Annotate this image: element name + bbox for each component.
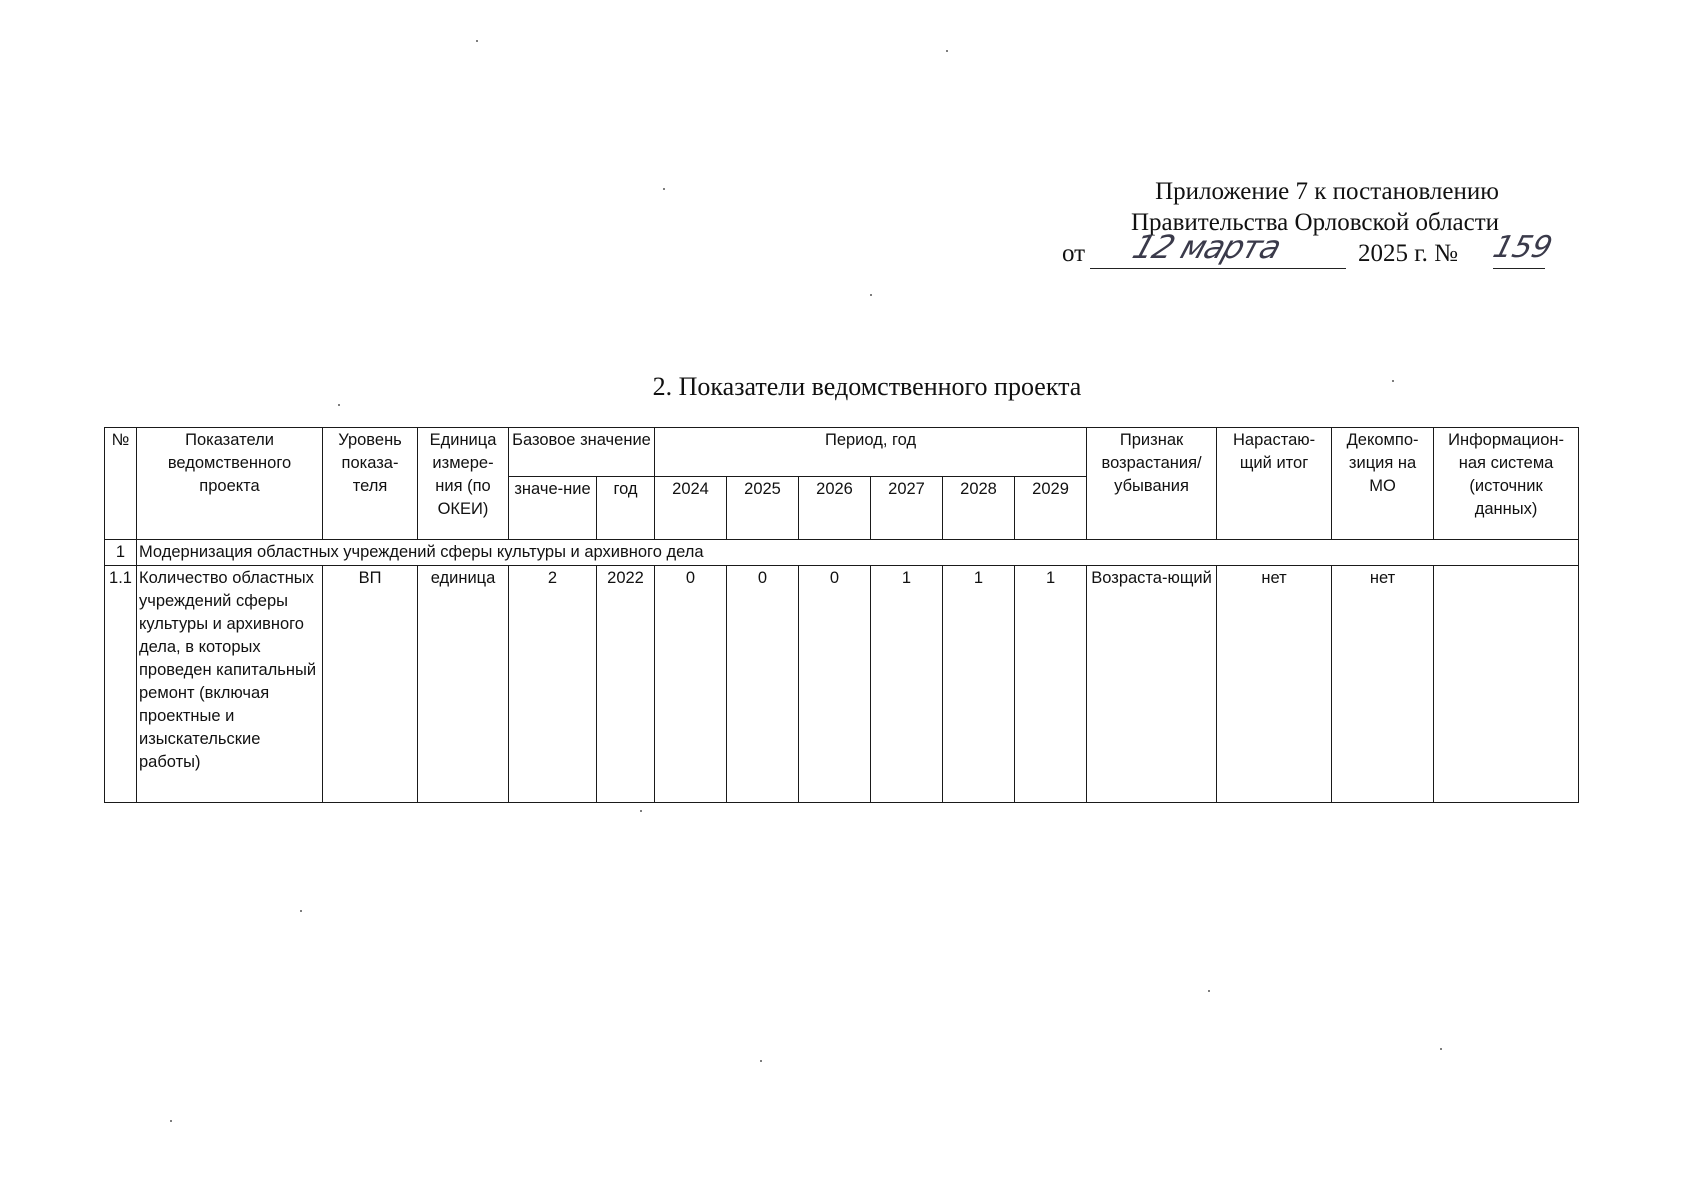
header-line-2: Правительства Орловской области bbox=[1130, 209, 1500, 236]
row-decomposition: нет bbox=[1332, 566, 1434, 803]
table-row bbox=[105, 566, 1579, 803]
scan-speck bbox=[760, 1060, 762, 1062]
header-date-line bbox=[1062, 228, 1560, 272]
scan-speck bbox=[170, 1120, 172, 1122]
row-num: 1.1 bbox=[105, 566, 137, 803]
document-header bbox=[1062, 176, 1560, 272]
col-header-cumulative: Нарастаю-щий итог bbox=[1217, 428, 1332, 540]
row-sign: Возраста-ющий bbox=[1087, 566, 1217, 803]
col-header-base: Базовое значение bbox=[509, 428, 655, 477]
col-header-year: 2027 bbox=[871, 477, 943, 540]
row-year-value: 0 bbox=[727, 566, 799, 803]
col-header-decomposition: Декомпо-зиция на МО bbox=[1332, 428, 1434, 540]
col-header-sign: Признак возрастания/ убывания bbox=[1087, 428, 1217, 540]
col-header-base-value: значе-ние bbox=[509, 477, 597, 540]
row-year-value: 1 bbox=[871, 566, 943, 803]
row-base-year: 2022 bbox=[597, 566, 655, 803]
date-underline bbox=[1090, 268, 1346, 269]
scan-speck bbox=[640, 810, 642, 812]
indicators-table bbox=[104, 427, 1579, 803]
section-num: 1 bbox=[105, 540, 137, 566]
scan-speck bbox=[476, 40, 478, 42]
scan-speck bbox=[338, 404, 340, 406]
row-cumulative: нет bbox=[1217, 566, 1332, 803]
col-header-base-year: год bbox=[597, 477, 655, 540]
row-indicator: Количество областных учреждений сферы культуры и архивного дела, в которых проведен капитальный ремонт (включая проектные и изыскательские работы) bbox=[137, 566, 323, 803]
col-header-year: 2028 bbox=[943, 477, 1015, 540]
scan-speck bbox=[1392, 380, 1394, 382]
scan-speck bbox=[1208, 990, 1210, 992]
scan-speck bbox=[946, 50, 948, 52]
col-header-year: 2024 bbox=[655, 477, 727, 540]
scan-speck bbox=[1440, 1048, 1442, 1050]
row-base-value: 2 bbox=[509, 566, 597, 803]
section-title: 2. Показатели ведомственного проекта bbox=[652, 372, 1082, 401]
col-header-indicators: Показатели ведомственного проекта bbox=[137, 428, 323, 540]
row-year-value: 0 bbox=[655, 566, 727, 803]
row-year-value: 0 bbox=[799, 566, 871, 803]
col-header-period: Период, год bbox=[655, 428, 1087, 477]
col-header-num: № bbox=[105, 428, 137, 540]
row-level: ВП bbox=[323, 566, 418, 803]
col-header-level: Уровень показа-теля bbox=[323, 428, 418, 540]
date-prefix: от bbox=[1062, 240, 1086, 267]
scan-speck bbox=[300, 910, 302, 912]
col-header-year: 2026 bbox=[799, 477, 871, 540]
col-header-year: 2029 bbox=[1015, 477, 1087, 540]
row-year-value: 1 bbox=[1015, 566, 1087, 803]
handwritten-number: 159 bbox=[1489, 230, 1556, 265]
header-line-1: Приложение 7 к постановлению bbox=[1155, 178, 1499, 205]
number-underline bbox=[1493, 268, 1545, 269]
col-header-unit: Единица измере-ния (по ОКЕИ) bbox=[418, 428, 509, 540]
row-info-system bbox=[1434, 566, 1579, 803]
section-row bbox=[105, 540, 1579, 566]
row-year-value: 1 bbox=[943, 566, 1015, 803]
col-header-year: 2025 bbox=[727, 477, 799, 540]
col-header-info-system: Информацион-ная система (источник данных) bbox=[1434, 428, 1579, 540]
handwritten-date: 12 марта bbox=[1127, 228, 1286, 266]
section-title-cell: Модернизация областных учреждений сферы культуры и архивного дела bbox=[137, 540, 1579, 566]
year-and-number-label: 2025 г. № bbox=[1358, 240, 1459, 267]
scan-speck bbox=[663, 188, 665, 190]
header-row-1 bbox=[105, 428, 1579, 477]
scan-speck bbox=[870, 294, 872, 296]
row-unit: единица bbox=[418, 566, 509, 803]
